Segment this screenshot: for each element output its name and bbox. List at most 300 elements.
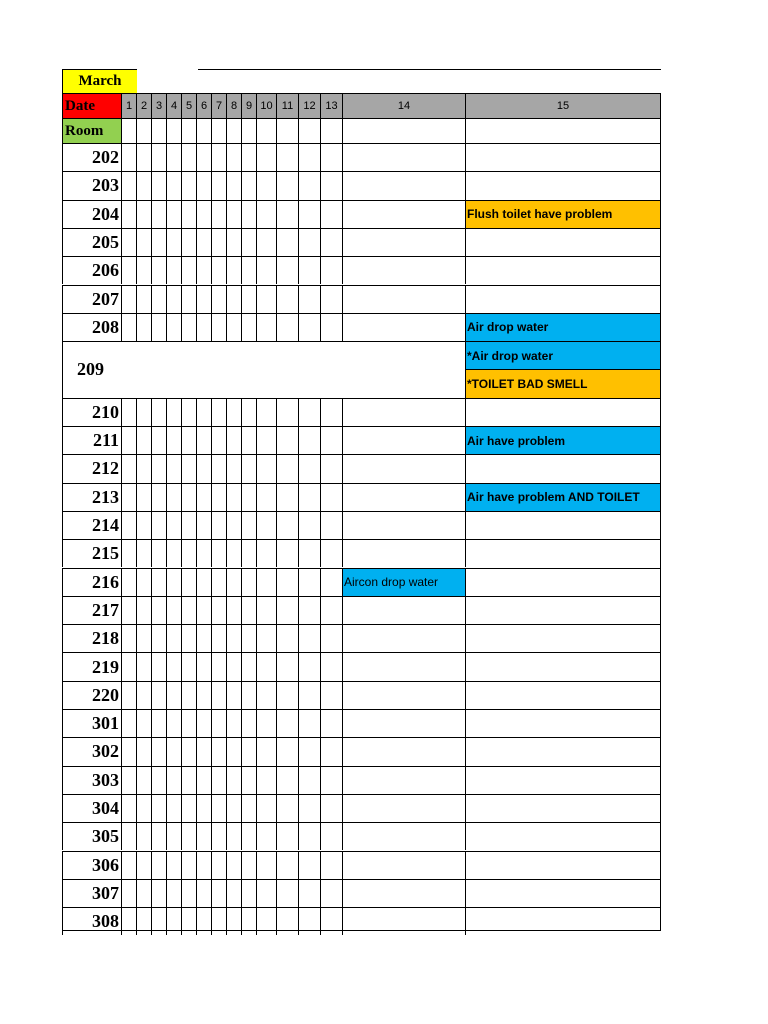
day-header-12[interactable]: 12 [298,93,320,118]
cell-208-11[interactable] [276,313,298,341]
cell-216-2[interactable] [136,568,151,596]
cell-207-15[interactable] [465,285,660,313]
cell-302-4[interactable] [166,737,181,765]
cell-211-4[interactable] [166,426,181,454]
cell-210-3[interactable] [151,398,166,426]
cell-214-9[interactable] [241,511,256,539]
cell-216-9[interactable] [241,568,256,596]
cell-210-10[interactable] [256,398,276,426]
cell-210-11[interactable] [276,398,298,426]
cell-203-9[interactable] [241,171,256,199]
cell-308-3[interactable] [151,907,166,935]
cell-217-4[interactable] [166,596,181,624]
cell-206-14[interactable] [342,256,465,284]
cell-218-12[interactable] [298,624,320,652]
cell-308-5[interactable] [181,907,196,935]
cell-306-7[interactable] [211,851,226,879]
cell-217-13[interactable] [320,596,342,624]
cell-213-4[interactable] [166,483,181,511]
day-header-6[interactable]: 6 [196,93,211,118]
cell-202-8[interactable] [226,143,241,171]
cell-305-7[interactable] [211,822,226,850]
cell-305-11[interactable] [276,822,298,850]
cell-208-6[interactable] [196,313,211,341]
cell-301-5[interactable] [181,709,196,737]
cell-207-14[interactable] [342,285,465,313]
cell-219-11[interactable] [276,652,298,680]
cell-207-12[interactable] [298,285,320,313]
room-row-cell-13[interactable] [320,118,342,143]
cell-308-14[interactable] [342,907,465,935]
cell-216-6[interactable] [196,568,211,596]
cell-205-15[interactable] [465,228,660,256]
cell-207-13[interactable] [320,285,342,313]
cell-212-2[interactable] [136,454,151,482]
cell-217-2[interactable] [136,596,151,624]
cell-207-11[interactable] [276,285,298,313]
cell-207-3[interactable] [151,285,166,313]
cell-214-3[interactable] [151,511,166,539]
cell-303-7[interactable] [211,766,226,794]
cell-208-4[interactable] [166,313,181,341]
day-header-2[interactable]: 2 [136,93,151,118]
cell-210-13[interactable] [320,398,342,426]
cell-308-1[interactable] [121,907,136,935]
cell-215-5[interactable] [181,539,196,567]
cell-202-3[interactable] [151,143,166,171]
cell-208-10[interactable] [256,313,276,341]
cell-208-8[interactable] [226,313,241,341]
cell-303-1[interactable] [121,766,136,794]
cell-212-10[interactable] [256,454,276,482]
cell-302-1[interactable] [121,737,136,765]
cell-207-5[interactable] [181,285,196,313]
room-row-cell-3[interactable] [151,118,166,143]
cell-216-1[interactable] [121,568,136,596]
cell-301-10[interactable] [256,709,276,737]
cell-220-3[interactable] [151,681,166,709]
cell-212-1[interactable] [121,454,136,482]
cell-303-15[interactable] [465,766,660,794]
cell-307-5[interactable] [181,879,196,907]
cell-213-13[interactable] [320,483,342,511]
cell-302-15[interactable] [465,737,660,765]
cell-308-2[interactable] [136,907,151,935]
cell-202-10[interactable] [256,143,276,171]
cell-304-6[interactable] [196,794,211,822]
cell-205-5[interactable] [181,228,196,256]
cell-204-13[interactable] [320,200,342,228]
cell-214-14[interactable] [342,511,465,539]
cell-203-6[interactable] [196,171,211,199]
cell-304-14[interactable] [342,794,465,822]
cell-302-13[interactable] [320,737,342,765]
cell-210-12[interactable] [298,398,320,426]
cell-303-9[interactable] [241,766,256,794]
cell-205-6[interactable] [196,228,211,256]
cell-215-6[interactable] [196,539,211,567]
cell-301-2[interactable] [136,709,151,737]
cell-307-9[interactable] [241,879,256,907]
cell-215-8[interactable] [226,539,241,567]
room-row-cell-2[interactable] [136,118,151,143]
cell-307-3[interactable] [151,879,166,907]
cell-202-4[interactable] [166,143,181,171]
cell-208-14[interactable] [342,313,465,341]
cell-305-8[interactable] [226,822,241,850]
cell-202-5[interactable] [181,143,196,171]
issue-note[interactable]: Aircon drop water [342,568,465,596]
cell-213-7[interactable] [211,483,226,511]
room-row-cell-1[interactable] [121,118,136,143]
cell-204-10[interactable] [256,200,276,228]
month-cell[interactable]: March [62,69,137,93]
room-row-cell-15[interactable] [465,118,660,143]
cell-219-15[interactable] [465,652,660,680]
issue-note[interactable]: Flush toilet have problem [465,200,660,228]
cell-304-4[interactable] [166,794,181,822]
cell-220-13[interactable] [320,681,342,709]
cell-211-11[interactable] [276,426,298,454]
cell-202-11[interactable] [276,143,298,171]
cell-211-12[interactable] [298,426,320,454]
cell-208-7[interactable] [211,313,226,341]
cell-214-6[interactable] [196,511,211,539]
cell-301-11[interactable] [276,709,298,737]
cell-215-10[interactable] [256,539,276,567]
cell-217-12[interactable] [298,596,320,624]
cell-217-8[interactable] [226,596,241,624]
cell-303-3[interactable] [151,766,166,794]
cell-207-2[interactable] [136,285,151,313]
cell-220-10[interactable] [256,681,276,709]
cell-308-6[interactable] [196,907,211,935]
cell-218-1[interactable] [121,624,136,652]
cell-219-10[interactable] [256,652,276,680]
day-header-4[interactable]: 4 [166,93,181,118]
cell-307-10[interactable] [256,879,276,907]
cell-213-8[interactable] [226,483,241,511]
cell-303-12[interactable] [298,766,320,794]
cell-303-6[interactable] [196,766,211,794]
cell-205-2[interactable] [136,228,151,256]
issue-note[interactable]: Air have problem [465,426,660,454]
cell-214-10[interactable] [256,511,276,539]
cell-213-11[interactable] [276,483,298,511]
cell-213-1[interactable] [121,483,136,511]
cell-202-15[interactable] [465,143,660,171]
room-row-cell-6[interactable] [196,118,211,143]
cell-220-12[interactable] [298,681,320,709]
cell-218-7[interactable] [211,624,226,652]
cell-204-11[interactable] [276,200,298,228]
cell-301-15[interactable] [465,709,660,737]
cell-308-11[interactable] [276,907,298,935]
cell-204-12[interactable] [298,200,320,228]
cell-303-4[interactable] [166,766,181,794]
cell-306-3[interactable] [151,851,166,879]
cell-218-3[interactable] [151,624,166,652]
day-header-14[interactable]: 14 [342,93,465,118]
cell-307-12[interactable] [298,879,320,907]
cell-218-13[interactable] [320,624,342,652]
cell-218-9[interactable] [241,624,256,652]
cell-302-5[interactable] [181,737,196,765]
cell-205-7[interactable] [211,228,226,256]
cell-303-10[interactable] [256,766,276,794]
cell-214-4[interactable] [166,511,181,539]
cell-306-13[interactable] [320,851,342,879]
cell-213-14[interactable] [342,483,465,511]
cell-210-15[interactable] [465,398,660,426]
cell-304-15[interactable] [465,794,660,822]
cell-212-7[interactable] [211,454,226,482]
cell-304-1[interactable] [121,794,136,822]
cell-306-6[interactable] [196,851,211,879]
cell-217-9[interactable] [241,596,256,624]
cell-219-2[interactable] [136,652,151,680]
cell-204-14[interactable] [342,200,465,228]
day-header-7[interactable]: 7 [211,93,226,118]
cell-205-14[interactable] [342,228,465,256]
cell-202-14[interactable] [342,143,465,171]
cell-205-13[interactable] [320,228,342,256]
room-row-cell-11[interactable] [276,118,298,143]
cell-212-5[interactable] [181,454,196,482]
cell-220-5[interactable] [181,681,196,709]
cell-214-15[interactable] [465,511,660,539]
cell-207-1[interactable] [121,285,136,313]
cell-208-2[interactable] [136,313,151,341]
cell-215-15[interactable] [465,539,660,567]
cell-217-15[interactable] [465,596,660,624]
cell-308-8[interactable] [226,907,241,935]
cell-216-11[interactable] [276,568,298,596]
cell-216-4[interactable] [166,568,181,596]
cell-308-7[interactable] [211,907,226,935]
room-label-cell[interactable]: Room [62,118,121,143]
cell-202-13[interactable] [320,143,342,171]
cell-306-12[interactable] [298,851,320,879]
cell-207-9[interactable] [241,285,256,313]
cell-210-2[interactable] [136,398,151,426]
cell-219-3[interactable] [151,652,166,680]
cell-205-3[interactable] [151,228,166,256]
day-header-3[interactable]: 3 [151,93,166,118]
cell-216-15[interactable] [465,568,660,596]
cell-211-8[interactable] [226,426,241,454]
cell-206-10[interactable] [256,256,276,284]
cell-305-10[interactable] [256,822,276,850]
cell-302-3[interactable] [151,737,166,765]
cell-203-12[interactable] [298,171,320,199]
cell-216-10[interactable] [256,568,276,596]
cell-302-7[interactable] [211,737,226,765]
cell-307-15[interactable] [465,879,660,907]
cell-305-14[interactable] [342,822,465,850]
cell-211-5[interactable] [181,426,196,454]
cell-219-7[interactable] [211,652,226,680]
cell-220-8[interactable] [226,681,241,709]
cell-207-6[interactable] [196,285,211,313]
cell-301-1[interactable] [121,709,136,737]
cell-215-4[interactable] [166,539,181,567]
cell-204-9[interactable] [241,200,256,228]
cell-304-8[interactable] [226,794,241,822]
cell-206-11[interactable] [276,256,298,284]
cell-212-12[interactable] [298,454,320,482]
cell-214-5[interactable] [181,511,196,539]
cell-301-12[interactable] [298,709,320,737]
cell-305-1[interactable] [121,822,136,850]
cell-203-3[interactable] [151,171,166,199]
cell-202-7[interactable] [211,143,226,171]
cell-307-4[interactable] [166,879,181,907]
cell-205-10[interactable] [256,228,276,256]
cell-212-9[interactable] [241,454,256,482]
cell-218-10[interactable] [256,624,276,652]
day-header-9[interactable]: 9 [241,93,256,118]
cell-215-12[interactable] [298,539,320,567]
cell-208-13[interactable] [320,313,342,341]
cell-214-13[interactable] [320,511,342,539]
cell-215-1[interactable] [121,539,136,567]
cell-204-2[interactable] [136,200,151,228]
cell-220-14[interactable] [342,681,465,709]
cell-307-8[interactable] [226,879,241,907]
cell-212-11[interactable] [276,454,298,482]
cell-210-4[interactable] [166,398,181,426]
cell-301-6[interactable] [196,709,211,737]
room-row-cell-14[interactable] [342,118,465,143]
issue-note[interactable]: *Air drop water [465,341,660,369]
cell-210-7[interactable] [211,398,226,426]
cell-303-2[interactable] [136,766,151,794]
cell-207-7[interactable] [211,285,226,313]
cell-301-4[interactable] [166,709,181,737]
day-header-8[interactable]: 8 [226,93,241,118]
cell-214-1[interactable] [121,511,136,539]
room-row-cell-9[interactable] [241,118,256,143]
cell-220-11[interactable] [276,681,298,709]
cell-220-1[interactable] [121,681,136,709]
cell-218-6[interactable] [196,624,211,652]
cell-306-11[interactable] [276,851,298,879]
cell-206-2[interactable] [136,256,151,284]
cell-204-3[interactable] [151,200,166,228]
cell-208-12[interactable] [298,313,320,341]
cell-303-8[interactable] [226,766,241,794]
cell-206-8[interactable] [226,256,241,284]
room-row-cell-8[interactable] [226,118,241,143]
cell-305-3[interactable] [151,822,166,850]
cell-301-8[interactable] [226,709,241,737]
cell-208-5[interactable] [181,313,196,341]
issue-note[interactable]: *TOILET BAD SMELL [465,369,660,397]
cell-305-15[interactable] [465,822,660,850]
cell-212-14[interactable] [342,454,465,482]
cell-307-11[interactable] [276,879,298,907]
cell-211-13[interactable] [320,426,342,454]
cell-301-9[interactable] [241,709,256,737]
cell-305-12[interactable] [298,822,320,850]
cell-308-15[interactable] [465,907,660,935]
cell-205-1[interactable] [121,228,136,256]
day-header-11[interactable]: 11 [276,93,298,118]
cell-202-6[interactable] [196,143,211,171]
cell-204-5[interactable] [181,200,196,228]
cell-215-3[interactable] [151,539,166,567]
cell-208-9[interactable] [241,313,256,341]
cell-303-13[interactable] [320,766,342,794]
cell-203-14[interactable] [342,171,465,199]
cell-212-6[interactable] [196,454,211,482]
cell-305-13[interactable] [320,822,342,850]
cell-213-12[interactable] [298,483,320,511]
cell-203-5[interactable] [181,171,196,199]
cell-219-14[interactable] [342,652,465,680]
cell-307-13[interactable] [320,879,342,907]
cell-214-8[interactable] [226,511,241,539]
cell-203-2[interactable] [136,171,151,199]
cell-304-9[interactable] [241,794,256,822]
day-header-1[interactable]: 1 [121,93,136,118]
cell-210-1[interactable] [121,398,136,426]
cell-218-4[interactable] [166,624,181,652]
cell-215-7[interactable] [211,539,226,567]
cell-214-11[interactable] [276,511,298,539]
cell-308-13[interactable] [320,907,342,935]
cell-303-14[interactable] [342,766,465,794]
cell-307-14[interactable] [342,879,465,907]
cell-205-12[interactable] [298,228,320,256]
cell-205-8[interactable] [226,228,241,256]
cell-213-3[interactable] [151,483,166,511]
cell-307-2[interactable] [136,879,151,907]
cell-217-14[interactable] [342,596,465,624]
cell-212-4[interactable] [166,454,181,482]
cell-214-12[interactable] [298,511,320,539]
cell-301-13[interactable] [320,709,342,737]
cell-220-2[interactable] [136,681,151,709]
cell-220-6[interactable] [196,681,211,709]
cell-304-10[interactable] [256,794,276,822]
cell-207-4[interactable] [166,285,181,313]
cell-306-15[interactable] [465,851,660,879]
cell-305-6[interactable] [196,822,211,850]
cell-204-6[interactable] [196,200,211,228]
cell-218-15[interactable] [465,624,660,652]
cell-304-13[interactable] [320,794,342,822]
cell-220-7[interactable] [211,681,226,709]
cell-216-13[interactable] [320,568,342,596]
cell-203-1[interactable] [121,171,136,199]
cell-304-11[interactable] [276,794,298,822]
cell-219-6[interactable] [196,652,211,680]
cell-219-1[interactable] [121,652,136,680]
cell-211-10[interactable] [256,426,276,454]
cell-306-2[interactable] [136,851,151,879]
cell-211-9[interactable] [241,426,256,454]
cell-206-4[interactable] [166,256,181,284]
cell-211-6[interactable] [196,426,211,454]
cell-306-10[interactable] [256,851,276,879]
cell-305-5[interactable] [181,822,196,850]
cell-211-7[interactable] [211,426,226,454]
cell-206-1[interactable] [121,256,136,284]
cell-202-2[interactable] [136,143,151,171]
cell-216-7[interactable] [211,568,226,596]
